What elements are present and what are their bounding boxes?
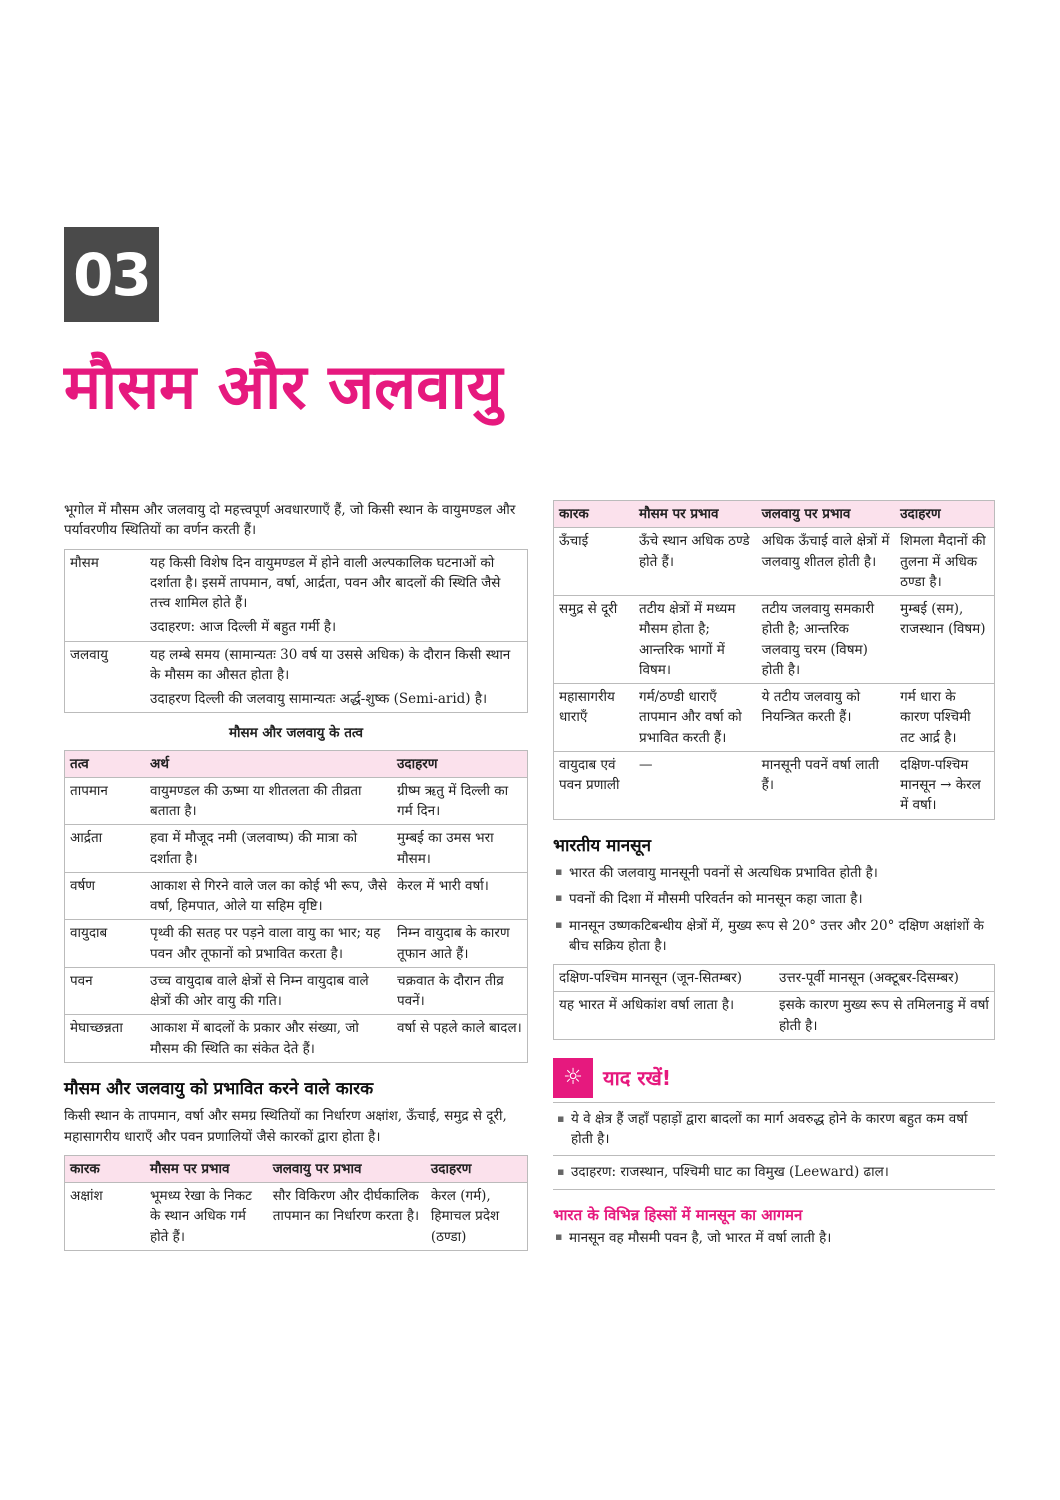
table-row [554,528,995,596]
column-header: उत्तर-पूर्वी मानसून (अक्टूबर-दिसम्बर) [779,970,959,986]
lightbulb-icon: ☼ [553,1058,593,1098]
table-row [65,967,528,1015]
column-header: अर्थ [145,750,392,777]
remember-header [553,1058,995,1098]
table-cell: अक्षांश [65,1183,146,1251]
list-item: ▪ ये वे क्षेत्र हैं जहाँ पहाड़ों द्वारा बादलों का मार्ग अवरुद्ध होने के कारण बहुत कम वर्षा होती है। [553,1103,995,1157]
monsoon-heading: भारतीय मानसून [553,835,652,856]
left-column [64,500,528,1251]
factors-table-right [553,500,995,820]
list-item: ▪ मानसून उष्णकटिबन्धीय क्षेत्रों में, मुख्य रूप से 20° उत्तर और 20° दक्षिण अक्षांशों के बीच सक्रिय होता है। [569,916,995,957]
definitions-table [64,549,528,714]
monsoon-table [553,964,995,1040]
table-cell: ये तटीय जलवायु को नियन्त्रित करती हैं। [757,684,895,752]
table-cell: ग्रीष्म ऋतु में दिल्ली का गर्म दिन। [392,777,528,825]
factors-table-left [64,1155,528,1251]
table-cell: गर्म/ठण्डी धाराएँ तापमान और वर्षा को प्रभावित करती हैं। [634,684,757,752]
table-cell: महासागरीय धाराएँ [554,684,635,752]
factors-intro: किसी स्थान के तापमान, वर्षा और समग्र स्थितियों का निर्धारण अक्षांश, ऊँचाई, समुद्र से दूरी, महासागरीय धाराएँ और पवन प्रणालियों जैसे कारकों द्वारा होता है। [64,1108,507,1145]
column-header: तत्व [65,750,146,777]
table-row [554,684,995,752]
monsoon-list [553,863,995,956]
table-cell: गर्म धारा के कारण पश्चिमी तट आर्द्र है। [895,684,994,752]
table-cell: तापमान [65,777,146,825]
table-row [65,872,528,920]
factors-heading: मौसम और जलवायु को प्रभावित करने वाले कारक [64,1078,374,1099]
table-cell: तटीय जलवायु समकारी होती है; आन्तरिक जलवायु चरम (विषम) होती है। [757,596,895,684]
definition-example: उदाहरण: आज दिल्ली में बहुत गर्मी है। [150,619,337,636]
table-cell: केरल (गर्म), हिमाचल प्रदेश (ठण्डा) [426,1183,528,1251]
table-cell: निम्न वायुदाब के कारण तूफान आते हैं। [392,920,528,968]
list-item: ▪ पवनों की दिशा में मौसमी परिवर्तन को मानसून कहा जाता है। [569,889,995,909]
list-item: ▪ भारत की जलवायु मानसूनी पवनों से अत्यधिक प्रभावित होती है। [569,863,995,883]
column-header: जलवायु पर प्रभाव [757,501,895,528]
table-cell: समुद्र से दूरी [554,596,635,684]
table-row [554,751,995,819]
definition-desc: यह लम्बे समय (सामान्यतः 30 वर्ष या उससे अधिक) के दौरान किसी स्थान के मौसम का औसत होता है। [150,646,511,683]
table-row [554,596,995,684]
definition-example: उदाहरण दिल्ली की जलवायु सामान्यतः अर्द्ध-शुष्क (Semi-arid) है। [150,691,488,707]
table-header-row [554,501,995,528]
table-cell: मुम्बई का उमस भरा मौसम। [392,825,528,873]
table-row [65,1015,528,1063]
table-cell: ऊँचाई [554,528,635,596]
table-cell: उच्च वायुदाब वाले क्षेत्रों से निम्न वायुदाब वाले क्षेत्रों की ओर वायु की गति। [145,967,392,1015]
list-item: ▪ मानसून वह मौसमी पवन है, जो भारत में वर्षा लाती है। [569,1228,995,1248]
table-cell: मानसूनी पवनें वर्षा लाती हैं। [757,751,895,819]
column-header: मौसम पर प्रभाव [145,1155,268,1182]
column-header: कारक [65,1155,146,1182]
column-header: दक्षिण-पश्चिम मानसून (जून-सितम्बर) [559,970,743,986]
table-cell: आकाश से गिरने वाले जल का कोई भी रूप, जैसे वर्षा, हिमपात, ओले या सहिम वृष्टि। [145,872,392,920]
column-header: उदाहरण [426,1155,528,1182]
table-cell: चक्रवात के दौरान तीव्र पवनें। [392,967,528,1015]
definition-desc: यह किसी विशेष दिन वायुमण्डल में होने वाली अल्पकालिक घटनाओं को दर्शाता है। इसमें तापमान, वर्षा, आर्द्रता, पवन और बादलों की स्थिति जैसे तत्त्व शामिल होते हैं। [150,554,501,611]
table-row [65,549,528,641]
table-row [65,641,528,713]
remember-title: याद रखें! [603,1065,672,1090]
elements-table [64,750,528,1063]
table-header-row [65,1155,528,1182]
table-cell: तटीय क्षेत्रों में मध्यम मौसम होता है; आन्तरिक भागों में विषम। [634,596,757,684]
chapter-title: मौसम और जलवायु [64,350,503,423]
arrival-list [553,1228,995,1248]
elements-caption: मौसम और जलवायु के तत्व [228,725,364,742]
remember-list [553,1102,995,1190]
table-cell: केरल में भारी वर्षा। [392,872,528,920]
table-row [65,777,528,825]
intro-text: भूगोल में मौसम और जलवायु दो महत्त्वपूर्ण अवधारणाएँ हैं, जो किसी स्थान के वायुमण्डल और पर्यावरणीय स्थितियों का वर्णन करती हैं। [64,502,516,539]
table-cell: सौर विकिरण और दीर्घकालिक तापमान का निर्धारण करता है। [268,1183,426,1251]
column-header: मौसम पर प्रभाव [634,501,757,528]
definition-term: जलवायु [65,641,146,713]
table-cell: वर्षा से पहले काले बादल। [392,1015,528,1063]
arrival-heading: भारत के विभिन्न हिस्सों में मानसून का आगमन [553,1205,803,1224]
right-column [553,500,995,1254]
table-cell: वायुदाब एवं पवन प्रणाली [554,751,635,819]
definition-term: मौसम [70,554,99,571]
table-cell: भूमध्य रेखा के निकट के स्थान अधिक गर्म होते हैं। [145,1183,268,1251]
table-cell: वायुमण्डल की ऊष्मा या शीतलता की तीव्रता बताता है। [145,777,392,825]
table-cell: पवन [65,967,146,1015]
table-cell: मुम्बई (सम), राजस्थान (विषम) [895,596,994,684]
table-cell: शिमला मैदानों की तुलना में अधिक ठण्डा है। [895,528,994,596]
table-cell: आकाश में बादलों के प्रकार और संख्या, जो मौसम की स्थिति का संकेत देते हैं। [145,1015,392,1063]
table-cell: मेघाच्छन्नता [65,1015,146,1063]
column-header: उदाहरण [895,501,994,528]
chapter-number: 03 [64,227,159,322]
table-row [65,825,528,873]
column-header: उदाहरण [392,750,528,777]
table-cell: आर्द्रता [65,825,146,873]
table-header-row [554,965,995,992]
table-cell: वर्षण [65,872,146,920]
table-cell: पृथ्वी की सतह पर पड़ने वाला वायु का भार; यह पवन और तूफानों को प्रभावित करता है। [145,920,392,968]
column-header: जलवायु पर प्रभाव [268,1155,426,1182]
table-cell: यह भारत में अधिकांश वर्षा लाता है। [554,992,775,1040]
table-row [554,992,995,1040]
table-cell: दक्षिण-पश्चिम मानसून → केरल में वर्षा। [895,751,994,819]
list-item: ▪ उदाहरण: राजस्थान, पश्चिमी घाट का विमुख (Leeward) ढाल। [553,1156,995,1189]
column-header: कारक [554,501,635,528]
table-cell: — [634,751,757,819]
table-header-row [65,750,528,777]
table-cell: हवा में मौजूद नमी (जलवाष्प) की मात्रा को दर्शाता है। [145,825,392,873]
table-cell: इसके कारण मुख्य रूप से तमिलनाडु में वर्षा होती है। [774,992,995,1040]
table-row [65,1183,528,1251]
table-cell: वायुदाब [65,920,146,968]
table-row [65,920,528,968]
table-cell: अधिक ऊँचाई वाले क्षेत्रों में जलवायु शीतल होती है। [757,528,895,596]
table-cell: ऊँचे स्थान अधिक ठण्डे होते हैं। [634,528,757,596]
